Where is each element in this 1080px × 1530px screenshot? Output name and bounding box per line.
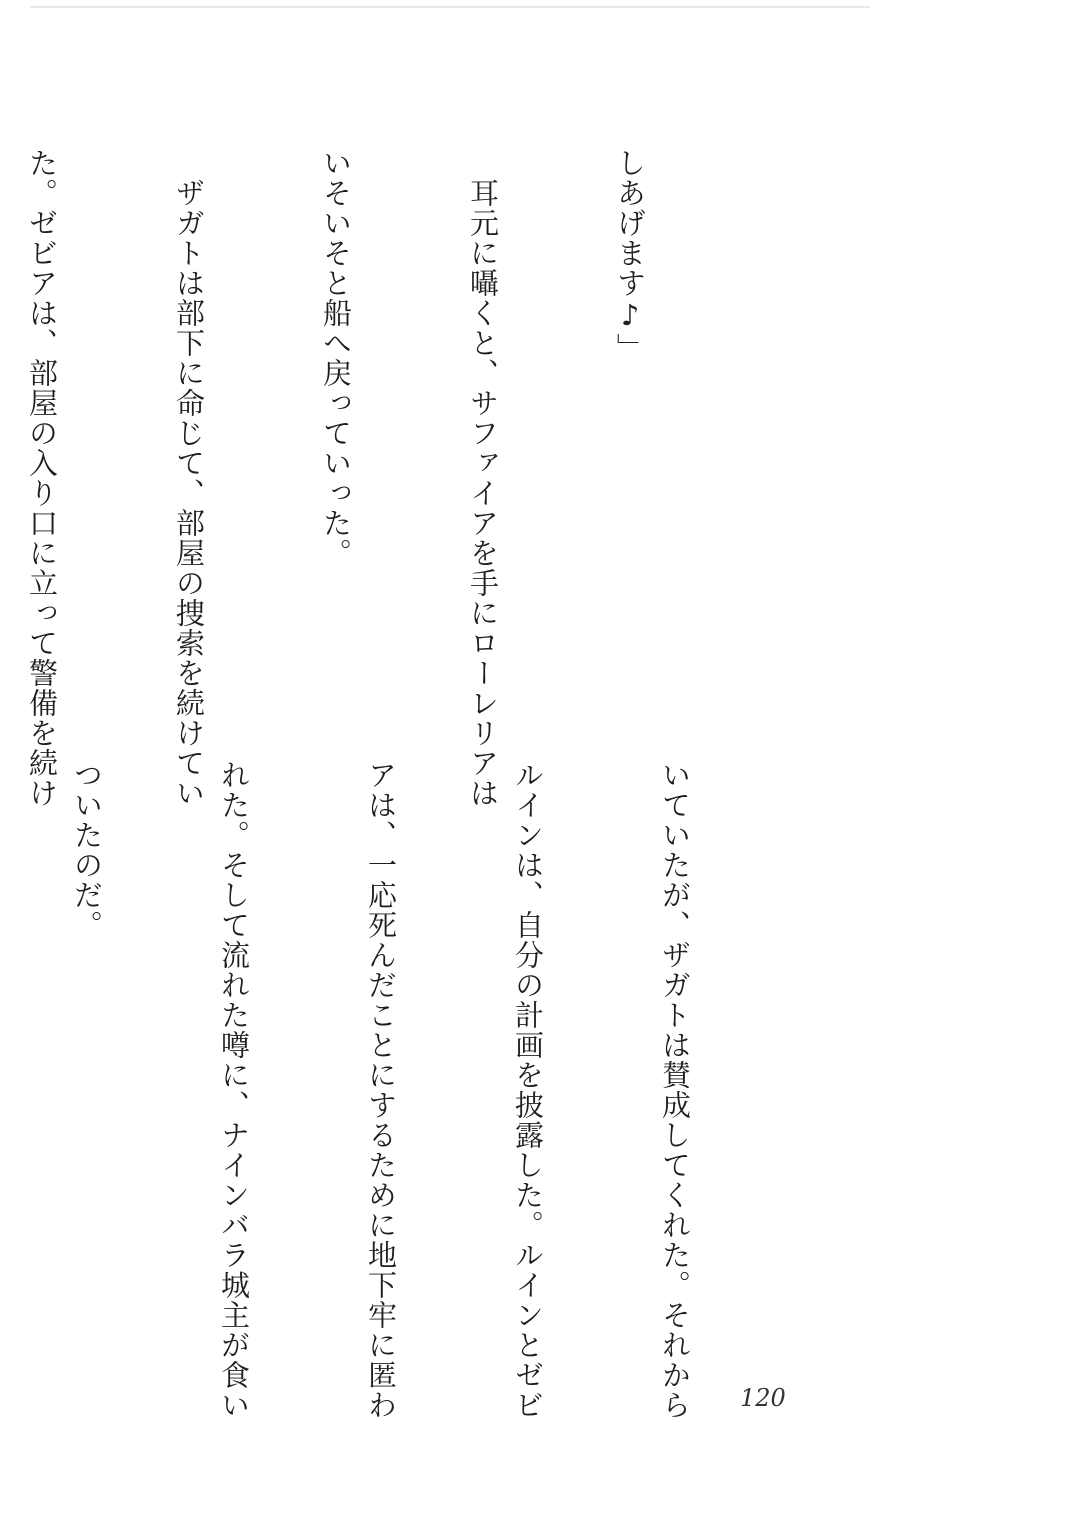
text-line: ザガトは部下に命じて、部屋の捜索を続けてい [172,148,206,808]
upper-text-block [0,148,752,808]
text-line: アは、一応死んだことにするために地下牢に匿わ [364,760,398,1420]
text-line: 耳元に囁くと、サファイアを手にローレリアは [466,148,500,808]
text-line: いそいそと船へ戻っていった。 [319,148,353,568]
text-line: しあげます♪」 [613,148,647,363]
text-line: ルインは、自分の計画を披露した。ルインとゼビ [511,760,545,1420]
text-line: れた。そして流れた噂に、ナインバラ城主が食い [217,760,251,1420]
page-number: 120 [740,1384,786,1412]
text-line: た。ゼビアは、部屋の入り口に立って警備を続け [25,148,59,808]
text-line: いていたが、ザガトは賛成してくれた。それから [658,760,692,1420]
text-line: ついたのだ。 [70,760,104,940]
top-edge-line [30,6,870,8]
